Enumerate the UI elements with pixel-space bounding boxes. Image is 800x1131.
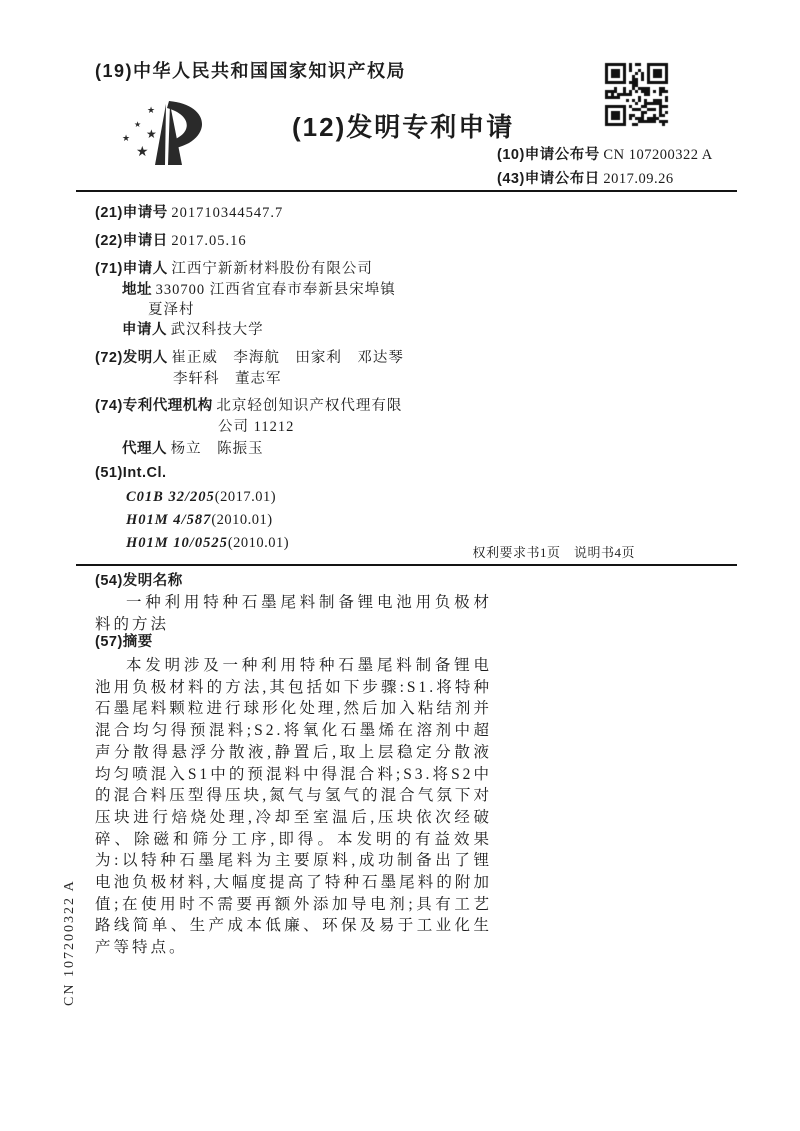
classification-line bbox=[126, 488, 276, 507]
applicant-line bbox=[95, 260, 373, 279]
inventors-label: (72)发明人 bbox=[95, 350, 168, 366]
publication-date-value: 2017.09.26 bbox=[603, 171, 674, 187]
application-number-label: (21)申请号 bbox=[95, 205, 168, 221]
application-number-line bbox=[95, 204, 283, 223]
agency-line bbox=[95, 397, 402, 416]
classification-line bbox=[126, 534, 289, 553]
application-date-label: (22)申请日 bbox=[95, 233, 168, 249]
agency-line-2 bbox=[218, 418, 294, 437]
publication-date-line bbox=[497, 170, 674, 189]
agency-value-line2: 公司 11212 bbox=[218, 419, 295, 435]
classification-date: (2010.01) bbox=[227, 535, 290, 551]
cnipa-logo-icon bbox=[110, 95, 238, 190]
agency-value-line1: 北京轻创知识产权代理有限 bbox=[216, 398, 403, 414]
inventors-line-2 bbox=[173, 370, 282, 389]
applicant2-value: 武汉科技大学 bbox=[170, 322, 264, 338]
section-divider bbox=[76, 564, 737, 566]
application-number-value: 201710344547.7 bbox=[171, 205, 284, 221]
inventors-value-line1: 崔正威 李海航 田家利 邓达琴 bbox=[171, 350, 404, 366]
svg-text:★: ★ bbox=[134, 120, 142, 129]
agent-value: 杨立 陈振玉 bbox=[170, 441, 264, 457]
address-label: 地址 bbox=[122, 282, 152, 298]
publication-number-value: CN 107200322 A bbox=[603, 147, 713, 163]
intcl-line bbox=[95, 464, 167, 483]
applicant-value: 江西宁新新材料股份有限公司 bbox=[171, 261, 373, 277]
address-value-line2: 夏泽村 bbox=[148, 302, 195, 318]
applicant-label: (71)申请人 bbox=[95, 261, 168, 277]
address-line bbox=[122, 281, 396, 300]
publication-number-label: (10)申请公布号 bbox=[497, 147, 600, 163]
classification-date: (2017.01) bbox=[214, 489, 277, 505]
svg-text:★: ★ bbox=[146, 127, 157, 141]
agent-line bbox=[122, 440, 264, 459]
document-type-title: (12)发明专利申请 bbox=[292, 112, 515, 142]
svg-text:★: ★ bbox=[122, 134, 131, 144]
classification-code: C01B 32/205 bbox=[126, 489, 215, 505]
qr-code-icon bbox=[604, 62, 670, 128]
application-date-line bbox=[95, 232, 247, 251]
invention-title-label: (54)发明名称 bbox=[95, 573, 183, 589]
publication-number-line bbox=[497, 146, 713, 165]
applicant2-line bbox=[122, 321, 264, 340]
inventors-line bbox=[95, 349, 404, 368]
classification-line bbox=[126, 511, 273, 530]
side-publication-code: CN 107200322 A bbox=[62, 879, 77, 1006]
classification-code: H01M 4/587 bbox=[126, 512, 212, 528]
inventors-value-line2: 李轩科 董志军 bbox=[173, 371, 282, 387]
agent-label: 代理人 bbox=[122, 441, 167, 457]
intcl-label: (51)Int.Cl. bbox=[95, 465, 167, 481]
agency-label: (74)专利代理机构 bbox=[95, 398, 213, 414]
application-date-value: 2017.05.16 bbox=[171, 233, 247, 249]
invention-title: 一种利用特种石墨尾料制备锂电池用负极材料的方法 bbox=[95, 594, 492, 633]
abstract-text: 本发明涉及一种利用特种石墨尾料制备锂电池用负极材料的方法,其包括如下步骤:S1.将特种石墨尾料颗粒进行球形化处理,然后加入粘结剂并混合均匀得预混料;S2.将氧化石墨烯在溶剂中超声分散得悬浮分散液,静置后,取上层稳定分散液均匀喷混入S1中的预混料中得混合料;S3.将S2中的混合料压型得压块,氮气与氢气的混合气氛下对压块进行焙烧处理,冷却至室温后,压块依次经破碎、除磁和筛分工序,即得。本发明的有益效果为:以特种石墨尾料为主要原料,成功制备出了锂电池负极材料,大幅度提高了特种石墨尾料的附加值;在使用时不需要再额外添加导电剂;具有工艺路线简单、生产成本低廉、环保及易于工业化生产等特点。 bbox=[95, 657, 492, 957]
abstract-label: (57)摘要 bbox=[95, 634, 153, 650]
pages-note: 权利要求书1页 说明书4页 bbox=[472, 545, 635, 560]
address-value-line1: 330700 江西省宜春市奉新县宋埠镇 bbox=[155, 282, 396, 298]
classification-code: H01M 10/0525 bbox=[126, 535, 228, 551]
svg-text:★: ★ bbox=[147, 106, 156, 116]
address-line-2 bbox=[148, 301, 195, 320]
svg-text:★: ★ bbox=[136, 144, 149, 160]
applicant2-label: 申请人 bbox=[122, 322, 167, 338]
header-divider bbox=[76, 190, 737, 192]
publication-date-label: (43)申请公布日 bbox=[497, 171, 600, 187]
classification-date: (2010.01) bbox=[211, 512, 273, 528]
office-name: (19)中华人民共和国国家知识产权局 bbox=[95, 61, 407, 81]
